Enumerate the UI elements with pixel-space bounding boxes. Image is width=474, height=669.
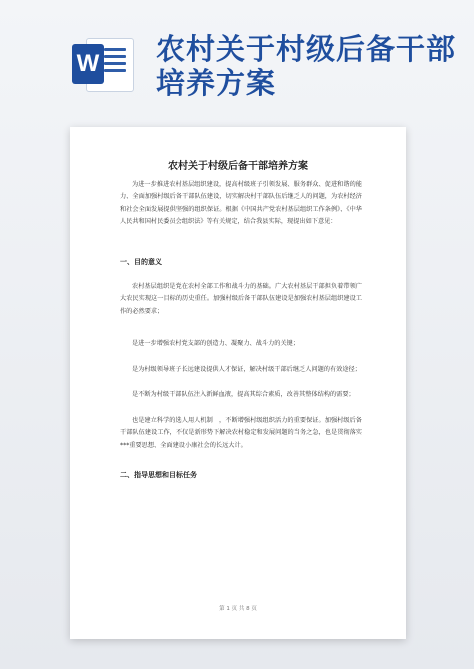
word-icon-badge: W [72,44,104,84]
section2-heading: 二、指导思想和目标任务 [120,471,197,479]
word-icon [72,38,134,90]
page-number: 第 1 页 共 8 页 [219,606,257,612]
document-title: 农村关于村级后备干部培养方案 [168,161,308,172]
section1-line-2: 是为村级领导班子长远建设提供人才保证，解决村级干部后继乏人问题的有效途径； [132,366,361,373]
section1-line-1: 是进一步增强农村党支部的创造力、凝聚力、战斗力的关键； [132,340,300,347]
intro-paragraph: 为进一步推进农村基层组织建设，提高村级班子引领发展、服务群众、促进和谐的能力、全面加强村级后备干部队伍建设，切实解决村干部队伍后继乏人的问题，为农村经济和社会全面发展提供坚强的组织保证。根据《中国共产党农村基层组织工作条例》、《中华人民共和国村民委员会组织法》等有关规定，结合我县实际，现提出如下意见： [120,181,362,226]
word-icon-lines [104,48,126,80]
header-banner [0,0,474,110]
section1-paragraph-2: 也是建立科学的选人用人机制 ，不断增强村级组织活力的重要保证。加强村级后备干部队伍建设工作，不仅是新形势下解决农村稳定和发展问题的当务之急，也是贯彻落实***重要思想、全面建设小康社会的长远大计。 [120,417,362,449]
document-page [70,127,406,639]
header-title: 农村关于村级后备干部培养方案 [156,32,457,100]
section1-line-3: 是不断为村级干部队伍注入新鲜血液，提高其综合素质，改善其整体结构的需要； [132,391,355,398]
section1-heading: 一、目的意义 [120,258,162,266]
section1-paragraph: 农村基层组织是党在农村全部工作和战斗力的基础。广大农村基层干部担负着带领广大农民实现这一目标的历史重任。加强村级后备干部队伍建设是加强农村基层组织建设工作的必然要求； [120,283,362,315]
